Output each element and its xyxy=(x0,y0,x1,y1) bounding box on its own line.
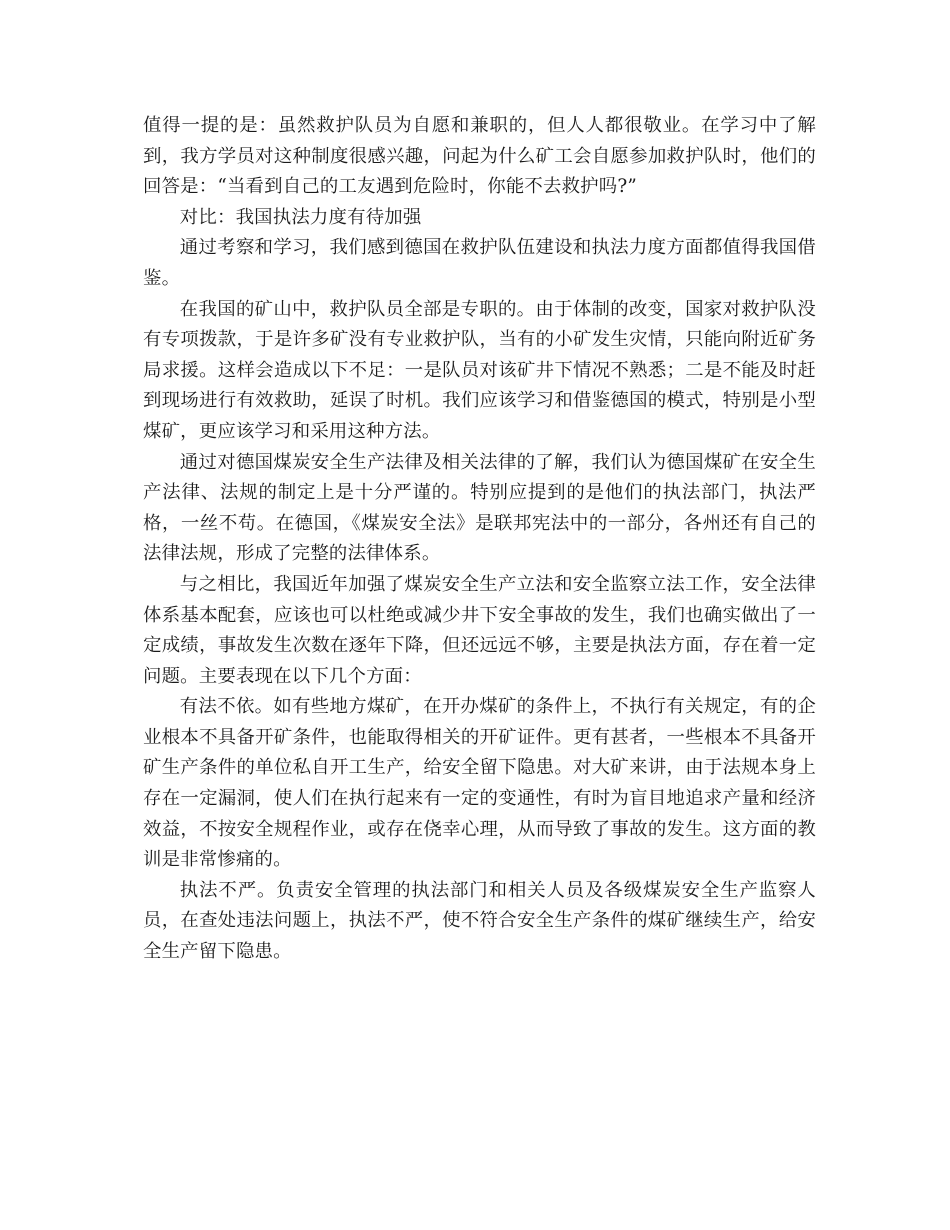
paragraph-3: 通过考察和学习，我们感到德国在救护队伍建设和执法力度方面都值得我国借鉴。 xyxy=(143,237,816,289)
document-body xyxy=(143,111,816,968)
paragraph-6: 与之相比，我国近年加强了煤炭安全生产立法和安全监察立法工作，安全法律体系基本配套，应该也可以杜绝或减少井下安全事故的发生，我们也确实做出了一定成绩，事故发生次数在逐年下降，但还远远不够，主要是执法方面，存在着一定问题。主要表现在以下几个方面： xyxy=(143,573,816,687)
paragraph-1: 值得一提的是：虽然救护队员为自愿和兼职的，但人人都很敬业。在学习中了解到，我方学员对这种制度很感兴趣，问起为什么矿工会自愿参加救护队时，他们的回答是：“当看到自己的工友遇到危险时，你能不去救护吗?” xyxy=(143,115,816,198)
paragraph-5: 通过对德国煤炭安全生产法律及相关法律的了解，我们认为德国煤矿在安全生产法律、法规的制定上是十分严谨的。特别应提到的是他们的执法部门，执法严格，一丝不苟。在德国，《煤炭安全法》是联邦宪法中的一部分，各州还有自己的法律法规，形成了完整的法律体系。 xyxy=(143,451,816,565)
paragraph-7: 有法不依。如有些地方煤矿，在开办煤矿的条件上，不执行有关规定，有的企业根本不具备开矿条件，也能取得相关的开矿证件。更有甚者，一些根本不具备开矿生产条件的单位私自开工生产，给安全留下隐患。对大矿来讲，由于法规本身上存在一定漏洞，使人们在执行起来有一定的变通性，有时为盲目地追求产量和经济效益，不按安全规程作业，或存在侥幸心理，从而导致了事故的发生。这方面的教训是非常惨痛的。 xyxy=(143,696,816,871)
paragraph-8: 执法不严。负责安全管理的执法部门和相关人员及各级煤炭安全生产监察人员，在查处违法问题上，执法不严，使不符合安全生产条件的煤矿继续生产，给安全生产留下隐患。 xyxy=(143,879,816,963)
paragraph-4: 在我国的矿山中，救护队员全部是专职的。由于体制的改变，国家对救护队没有专项拨款，于是许多矿没有专业救护队，当有的小矿发生灾情，只能向附近矿务局求援。这样会造成以下不足：一是队员对该矿井下情况不熟悉；二是不能及时赶到现场进行有效救助，延误了时机。我们应该学习和借鉴德国的模式，特别是小型煤矿，更应该学习和采用这种方法。 xyxy=(143,298,816,442)
paragraph-heading-comparison: 对比：我国执法力度有待加强 xyxy=(179,206,422,228)
